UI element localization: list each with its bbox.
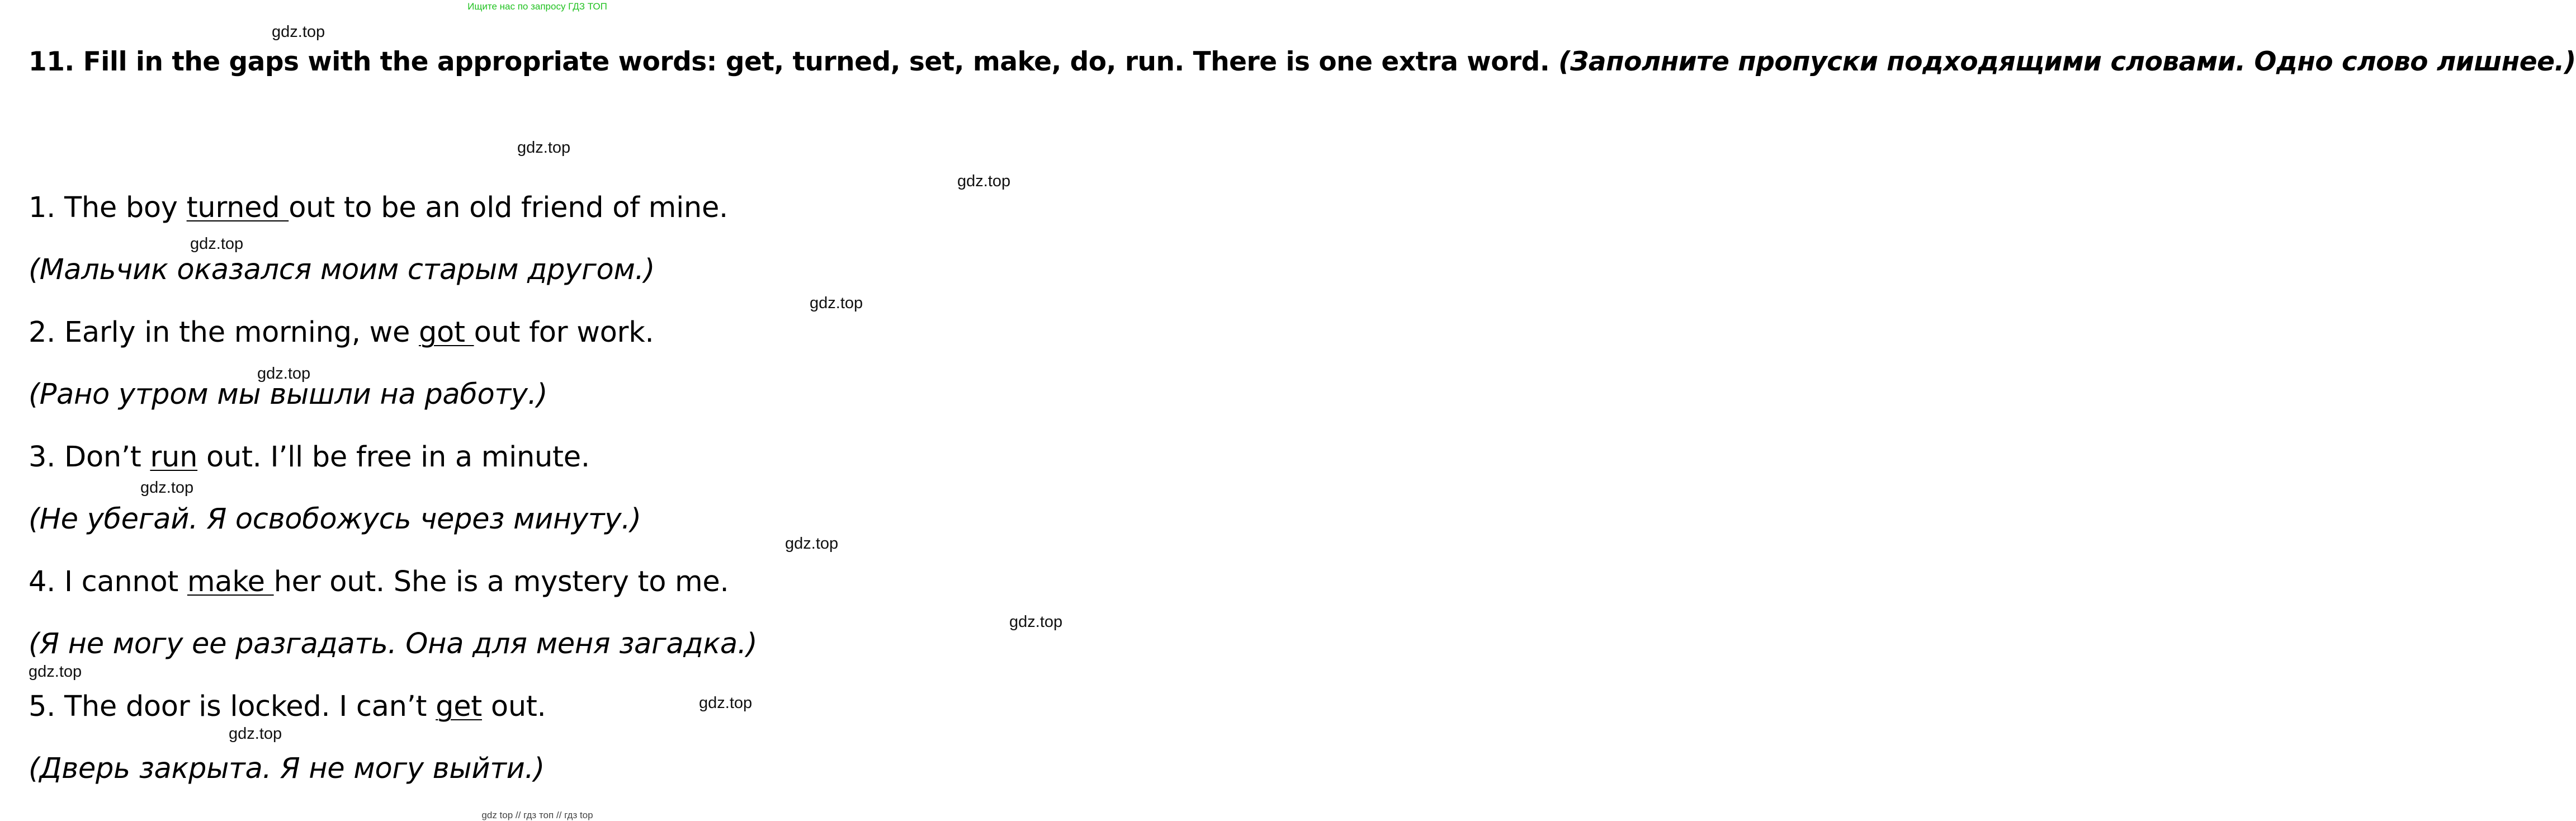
- answer-1: turned: [186, 191, 289, 224]
- watermark: gdz.top: [257, 365, 311, 383]
- watermark: gdz.top: [785, 535, 839, 553]
- watermark: gdz.top: [699, 694, 753, 712]
- answer-3: run: [150, 441, 198, 474]
- sentence-5: 5. The door is locked. I can’t get out.: [29, 690, 546, 723]
- watermark: gdz.top: [1009, 613, 1063, 631]
- watermark: gdz.top: [190, 235, 244, 253]
- answer-4: make: [187, 565, 274, 598]
- footer-links[interactable]: gdz top // гдз топ // гдз top: [481, 810, 593, 820]
- watermark: gdz.top: [140, 479, 194, 497]
- task-instruction-translation: (Заполните пропуски подходящими словами. Одно слово лишнее.): [1558, 46, 2576, 77]
- watermark: gdz.top: [957, 172, 1011, 190]
- answer-5: get: [436, 690, 482, 723]
- task-instruction: 11. Fill in the gaps with the appropriate words: get, turned, set, make, do, run. There is one extra word.: [29, 46, 1550, 77]
- watermark: gdz.top: [29, 663, 82, 681]
- answer-2: got: [418, 316, 474, 349]
- watermark: gdz.top: [272, 23, 325, 41]
- watermark: gdz.top: [517, 139, 571, 157]
- watermark: gdz.top: [229, 725, 282, 743]
- sentence-4: 4. I cannot make her out. She is a mystery to me.: [29, 565, 729, 598]
- translation-5: (Дверь закрыта. Я не могу выйти.): [29, 752, 545, 785]
- sentence-3: 3. Don’t run out. I’ll be free in a minute.: [29, 441, 590, 474]
- sentence-2: 2. Early in the morning, we got out for work.: [29, 316, 654, 349]
- translation-1: (Мальчик оказался моим старым другом.): [29, 253, 655, 286]
- sentence-1: 1. The boy turned out to be an old friend of mine.: [29, 191, 728, 224]
- promo-link[interactable]: Ищите нас по запросу ГДЗ ТОП: [467, 1, 607, 12]
- task-heading: [29, 40, 2576, 84]
- translation-3: (Не убегай. Я освобожусь через минуту.): [29, 503, 641, 536]
- translation-4: (Я не могу ее разгадать. Она для меня загадка.): [29, 627, 758, 660]
- translation-2: (Рано утром мы вышли на работу.): [29, 378, 548, 411]
- watermark: gdz.top: [810, 294, 863, 312]
